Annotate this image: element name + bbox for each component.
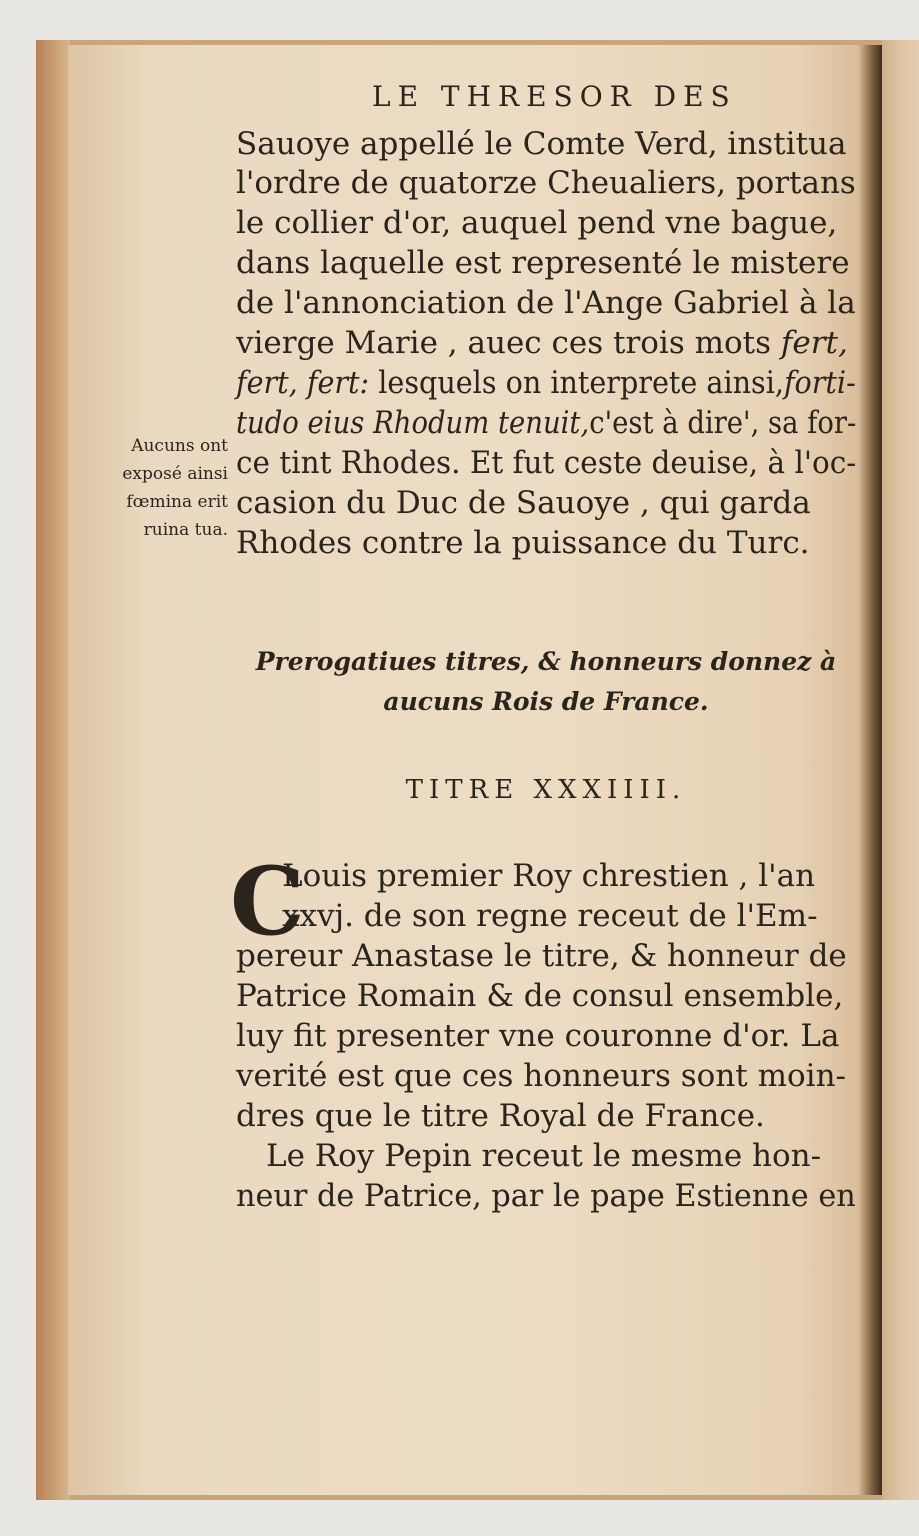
margin-note-line: ruina tua. (143, 520, 228, 540)
facing-page-edge (882, 40, 919, 1500)
body-line-4: dans laquelle est representé le mistere (236, 245, 850, 281)
body-line-7-italic-end: forti- (783, 365, 856, 401)
body-line-8 (236, 405, 856, 441)
section-line-8: Le Roy Pepin receut le mesme hon- (266, 1138, 822, 1174)
margin-note-line: fœmina erit (126, 492, 228, 512)
section-line-3: pereur Anastase le titre, & honneur de (236, 938, 847, 974)
body-line-6 (236, 325, 848, 361)
margin-note-line: Aucuns ont (131, 436, 228, 456)
body-line-2: l'ordre de quatorze Cheualiers, portans (236, 165, 856, 201)
section-line-7: dres que le titre Royal de France. (236, 1098, 765, 1134)
section-line-1: Louis premier Roy chrestien , l'an (282, 858, 816, 894)
body-line-8-roman: c'est à dire', sa for- (589, 405, 857, 441)
margin-note (88, 432, 228, 544)
section-line-4: Patrice Romain & de consul ensemble, (236, 978, 844, 1014)
body-line-6-roman: vierge Marie , auec ces trois mots (236, 325, 772, 361)
section-heading-line-1: Prerogatiues titres, & honneurs donnez à (255, 647, 837, 676)
body-line-7-roman: lesquels on interprete ainsi, (378, 365, 784, 401)
page-edges (36, 40, 70, 1500)
section-heading-line-2: aucuns Rois de France. (383, 687, 709, 716)
title-number: TITRE XXXIIII. (405, 775, 687, 805)
section-line-6: verité est que ces honneurs sont moin- (236, 1058, 847, 1094)
body-line-11: Rhodes contre la puissance du Turc. (236, 525, 810, 561)
section-line-2: xxvj. de son regne receut de l'Em- (282, 898, 818, 934)
body-line-3: le collier d'or, auquel pend vne bague, (236, 205, 838, 241)
drop-capital: C (230, 847, 305, 957)
body-line-6-italic: fert, (780, 325, 848, 361)
section-line-5: luy fit presenter vne couronne d'or. La (236, 1018, 840, 1054)
body-line-9: ce tint Rhodes. Et fut ceste deuise, à l'oc- (236, 445, 857, 481)
book-gutter (858, 45, 882, 1495)
section-line-9: neur de Patrice, par le pape Estienne en (236, 1178, 856, 1214)
body-line-1: Sauoye appellé le Comte Verd, institua (236, 126, 847, 162)
body-line-7 (236, 365, 856, 401)
body-line-8-italic: tudo eius Rhodum tenuit, (236, 405, 590, 441)
margin-note-line: exposé ainsi (122, 464, 228, 484)
body-line-5: de l'annonciation de l'Ange Gabriel à la (236, 285, 856, 321)
running-head: LE THRESOR DES (372, 80, 737, 113)
body-line-10: casion du Duc de Sauoye , qui garda (236, 485, 811, 521)
body-line-7-italic: fert, fert: (236, 365, 370, 401)
